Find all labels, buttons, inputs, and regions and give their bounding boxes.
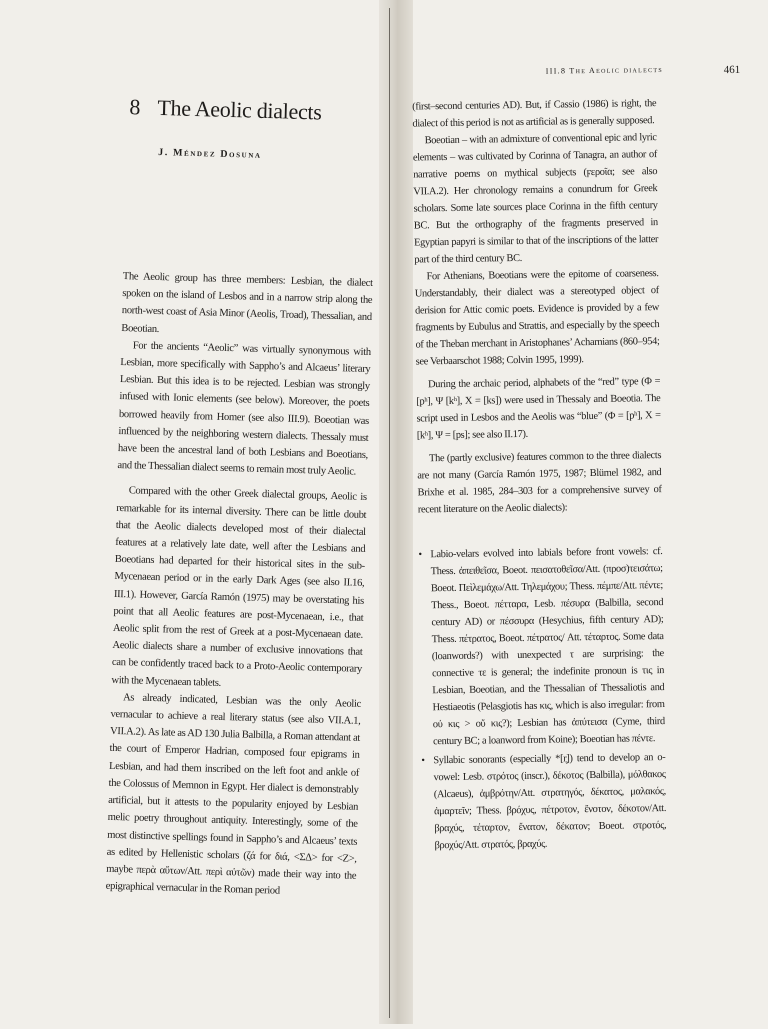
paragraph: During the archaic period, alphabets of the “red” type (Φ = [pʰ], Ψ [kʰ], X = [ks]) were used in Thessaly and Boeotia. The script used in Lesbos and the Aeolis was “blue” (Φ = [pʰ], X = [kʰ], Ψ = [ps]; see also II.17). [416, 376, 661, 442]
list-item-text: Labio-velars evolved into labials before front vowels: cf. Thess. ἀπειθεῖσα, Boeot. πεισατοθεῖσα/Att. (προσ)τεισάτω; Boeot. Πεὶλεμάχω/Att. Τηλεμάχου; Thess. πέμπε/Att. πέντε; Thess., Boeot. πέτταρα, Lesb. πέσυρα (Balbilla, second century AD) or πέσσυρα (Hesychius, fifth century AD); Thess. πέτρατος, Boeot. πέτρατος/ Att. τέταρτος. Some data (loanwords?) with unexpected τ are surprising: the connective τε is general; the indefinite pronoun is τις in Lesbian, Boeotian, and the Thessalian of Thessaliotis and Hestiaeotis (Pelasgiotis has κις, which is also irregular: from οὐ κις > οὔ κις?); Lesbian has ἀπύτεισα (Cyme, third century BC; a loanword from Koine); Boeotian has πέντε. [430, 546, 665, 748]
chapter-heading [129, 94, 370, 127]
list-item [421, 749, 666, 854]
paragraph: The (partly exclusive) features common to the three dialects are not many (García Ramón 1975, 1987; Blümel 1982, and Brixhe et al. 1985, 284–303 for a comprehensive survey of recent literature on the Aeolic dialects): [417, 450, 662, 516]
paragraph: Compared with the other Greek dialectal groups, Aeolic is remarkable for its internal diversity. There can be little doubt that the Aeolic dialects developed most of their dialectal features at a relatively late date, well after the Lesbians and Boeotians had departed for their historical sites in the sub-Mycenaean period or in the early Dark Ages (see also II.16, III.1). However, García Ramón (1975) may be overstating his point that all Aeolic features are post-Mycenaean, i.e., that Aeolic split from the rest of Greek at a post-Mycenaean date. Aeolic dialects share a number of exclusive innovations that can be confidently traced back to a Proto-Aeolic contemporary with the Mycenaean tablets. [111, 485, 367, 689]
page-number: 461 [723, 63, 741, 77]
left-body-text [105, 268, 372, 902]
paragraph: Boeotian – with an admixture of conventional epic and lyric elements – was cultivated by Corinna of Tanagra, an author of narrative poems on mythical subjects (ϝεροῖα; see also VII.A.2). Her chronology remains a conundrum for Greek scholars. Some late sources place Corinna in the fifth century BC. But the orthography of the fragments preserved in Egyptian papyri is similar to that of the inscriptions of the latter part of the third century BC. [412, 132, 659, 266]
paragraph: The Aeolic group has three members: Lesbian, the dialect spoken on the island of Lesbos and in a narrow strip along the north-west coast of Asia Minor (Aeolis, Troad), Thessalian, and Boeotian. [121, 271, 373, 335]
chapter-author: J. Méndez Dosuna [158, 146, 262, 161]
paragraph: For Athenians, Boeotians were the epitome of coarseness. Understandably, their dialect was a stereotyped object of derision for Attic comic poets. Evidence is provided by a few fragments by Eubulus and Strattis, and especially by the speech of the Theban merchant in Aristophanes’ Acharnians (860–954; see Verbaarschot 1988; Colvin 1995, 1999). [414, 268, 660, 368]
bullet-icon: • [418, 549, 422, 561]
paragraph: For the ancients “Aeolic” was virtually synonymous with Lesbian, more specifically with Sappho’s and Alcaeus’ literary Lesbian. But this idea is to be rejected. Lesbian was strongly infused with Ionic elements (see below). Moreover, the poets borrowed heavily from Homer (see also III.9). Boeotian was influenced by the neighboring western dialects. Thessaly must have been the ancestral land of both Lesbians and Boeotians, and the Thessalian dialect seems to remain most truly Aeolic. [117, 340, 371, 478]
list-item [418, 543, 665, 750]
chapter-title: The Aeolic dialects [157, 94, 322, 125]
paragraph: (first–second centuries AD). But, if Cassio (1986) is right, the dialect of this period is not as artificial as is generally supposed. [412, 98, 657, 130]
running-head: III.8 The Aeolic dialects [545, 64, 664, 76]
chapter-number: 8 [129, 94, 141, 120]
right-body-text [412, 95, 667, 856]
feature-list [418, 543, 666, 854]
list-item-text: Syllabic sonorants (especially *[r̥]) tend to develop an o-vowel: Lesb. στρότος (inscr.), δέκοτος (Balbilla), μόλθακος (Alcaeus), ἀμβρότην/Att. στρατηγός, δέκατος, μαλακός, ἁμαρτεῖν; Thess. βρόχυς, πέτροτον, ἔνοτον, δέκοτον/Att. βραχύς, τέταρτον, ἔνατον, δέκατον; Boeot. στροτός, βροχύς/Att. στρατός, βραχύς. [433, 751, 667, 852]
paragraph: As already indicated, Lesbian was the only Aeolic vernacular to achieve a real literary status (see also VII.A.1, VII.A.2). As late as AD 130 Julia Balbilla, a Roman attendant at the court of Emperor Hadrian, composed four epigrams in Lesbian, and had them inscribed on the left foot and ankle of the Colossus of Memnon in Egypt. Her dialect is demonstrably artificial, but it attests to the popularity enjoyed by Lesbian melic poetry throughout antiquity. Interestingly, some of the most distinctive spellings found in Sappho’s and Alcaeus’ texts as edited by Hellenistic scholars (ζά for διά, <ΣΔ> for <Ζ>, maybe περὰ αὔτων/Att. περὶ αὐτῶν) made their way into the epigraphical vernacular in the Roman period [105, 692, 362, 897]
bullet-icon: • [421, 755, 425, 767]
right-page [405, 0, 768, 1026]
